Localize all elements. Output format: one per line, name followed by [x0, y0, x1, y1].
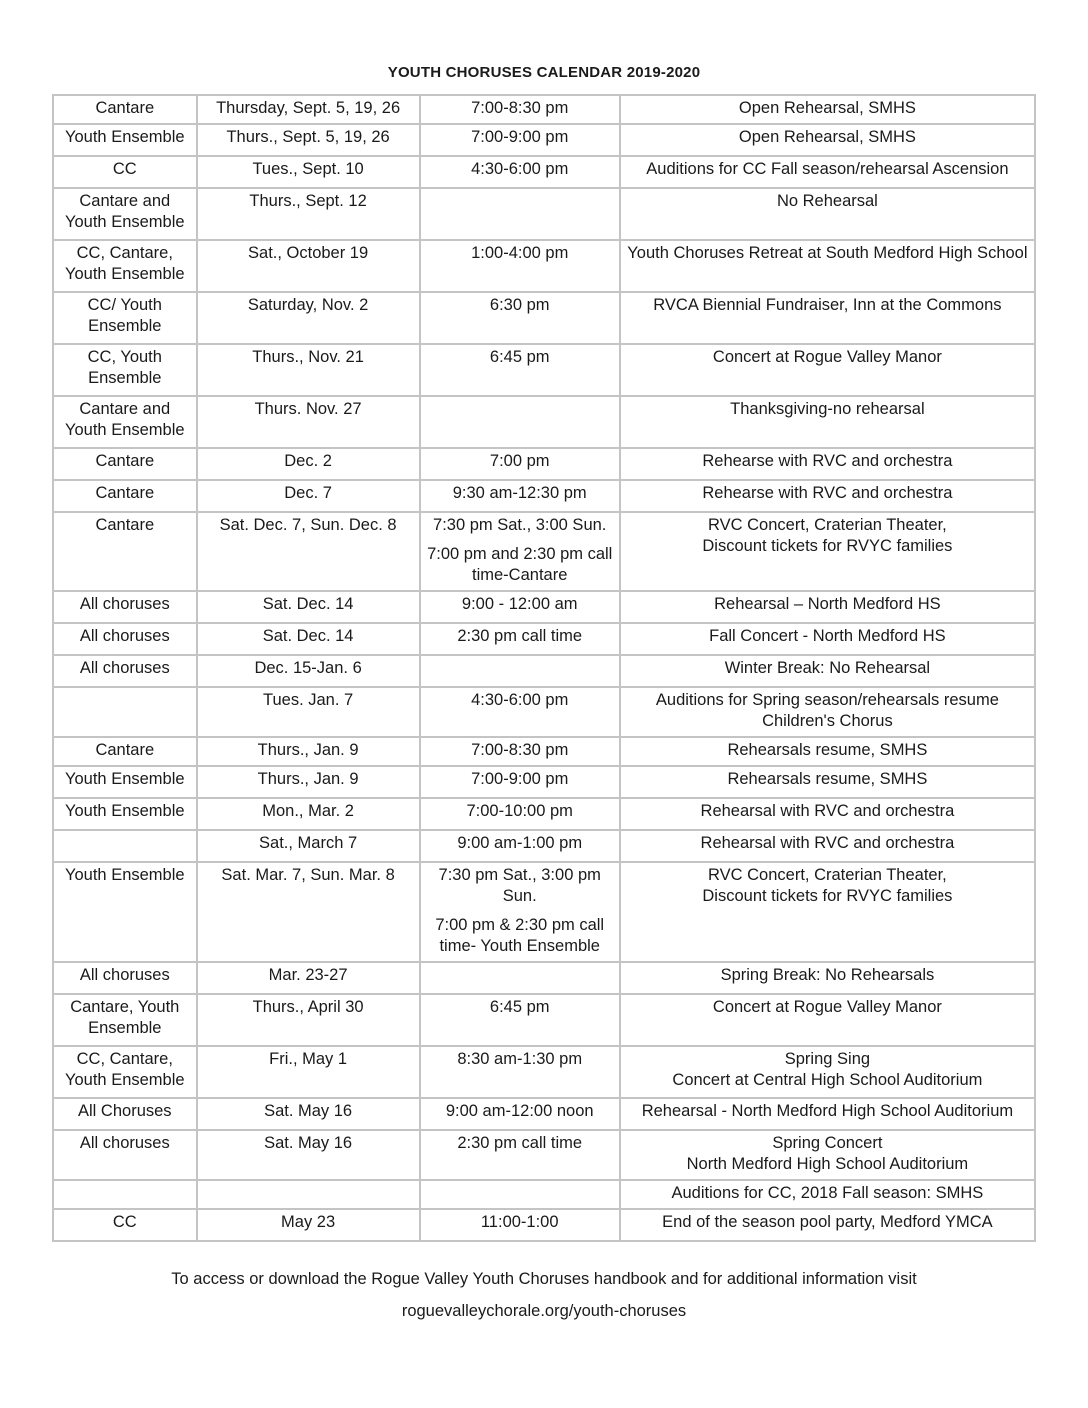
date-cell-text: Tues., Sept. 10	[252, 160, 364, 178]
time-cell	[421, 96, 621, 125]
date-cell	[198, 481, 421, 513]
time-cell	[421, 397, 621, 449]
group-cell-text: Youth Ensemble	[65, 128, 185, 146]
table-row	[54, 1131, 1036, 1181]
time-cell-text: 9:00 am-1:00 pm	[457, 834, 583, 852]
event-cell-line2: North Medford High School Auditorium	[686, 1155, 969, 1173]
date-cell	[198, 767, 421, 799]
table-row	[54, 656, 1036, 688]
date-cell	[198, 345, 421, 397]
group-cell	[54, 799, 198, 831]
time-cell-text: 7:00-9:00 pm	[471, 128, 569, 146]
group-cell	[54, 397, 198, 449]
time-cell-text: 7:00 pm	[489, 452, 550, 470]
time-cell-text: 1:00-4:00 pm	[471, 244, 569, 262]
event-cell	[621, 481, 1036, 513]
event-cell-text: Concert at Rogue Valley Manor	[712, 998, 942, 1016]
table-row	[54, 96, 1036, 125]
date-cell	[198, 189, 421, 241]
date-cell	[198, 293, 421, 345]
event-cell	[621, 831, 1036, 863]
event-cell	[621, 241, 1036, 293]
group-cell-text: CC, Youth Ensemble	[87, 348, 162, 387]
group-cell	[54, 293, 198, 345]
date-cell-text: Sat. Mar. 7, Sun. Mar. 8	[221, 866, 395, 884]
group-cell-text: Cantare and Youth Ensemble	[65, 192, 185, 231]
table-row	[54, 241, 1036, 293]
date-cell	[198, 1047, 421, 1099]
time-cell	[421, 241, 621, 293]
event-cell-text: Youth Choruses Retreat at South Medford High School	[627, 244, 1028, 262]
event-cell	[621, 963, 1036, 995]
date-cell	[198, 688, 421, 738]
date-cell-text: Thurs., Sept. 12	[249, 192, 367, 210]
calendar-table	[52, 94, 1036, 1242]
event-cell-text: Rehearsal with RVC and orchestra	[700, 802, 955, 820]
time-cell	[421, 767, 621, 799]
group-cell	[54, 688, 198, 738]
time-cell	[421, 1047, 621, 1099]
date-cell	[198, 624, 421, 656]
event-cell-text: Auditions for CC, 2018 Fall season: SMHS	[671, 1184, 984, 1202]
group-cell-text: Cantare	[95, 99, 155, 117]
group-cell-text: CC, Cantare, Youth Ensemble	[65, 1050, 185, 1089]
date-cell-text: Thurs., Jan. 9	[257, 770, 359, 788]
group-cell	[54, 624, 198, 656]
date-cell-text: Thursday, Sept. 5, 19, 26	[216, 99, 401, 117]
time-cell	[421, 345, 621, 397]
group-cell	[54, 1131, 198, 1181]
time-cell	[421, 738, 621, 767]
group-cell	[54, 157, 198, 189]
date-cell-text: Thurs., April 30	[252, 998, 364, 1016]
time-cell	[421, 1099, 621, 1131]
event-cell-text: Open Rehearsal, SMHS	[738, 128, 916, 146]
event-cell-text: Spring Sing	[784, 1050, 871, 1068]
time-cell-text: 8:30 am-1:30 pm	[457, 1050, 583, 1068]
group-cell	[54, 481, 198, 513]
time-cell-text: 9:00 am-12:00 noon	[445, 1102, 594, 1120]
group-cell-text: CC	[112, 1213, 137, 1231]
event-cell	[621, 863, 1036, 963]
event-cell-text: Rehearsal – North Medford HS	[714, 595, 941, 613]
date-cell-text: Mon., Mar. 2	[262, 802, 354, 820]
date-cell-text: Sat. Dec. 14	[262, 595, 354, 613]
date-cell-text: Thurs., Jan. 9	[257, 741, 359, 759]
group-cell-text: Cantare	[95, 484, 155, 502]
group-cell	[54, 995, 198, 1047]
time-cell-text: 7:00-8:30 pm	[471, 99, 569, 117]
group-cell-text: All choruses	[79, 627, 170, 645]
date-cell	[198, 738, 421, 767]
time-cell-text: 6:45 pm	[489, 998, 550, 1016]
event-cell	[621, 157, 1036, 189]
time-cell-text: 4:30-6:00 pm	[471, 160, 569, 178]
time-cell-text: 2:30 pm call time	[457, 627, 583, 645]
time-cell-text: 11:00-1:00	[480, 1213, 559, 1231]
event-cell-text: Rehearsal with RVC and orchestra	[700, 834, 955, 852]
time-cell	[421, 157, 621, 189]
footer-text: To access or download the Rogue Valley Youth Choruses handbook and for additional information visit	[171, 1270, 917, 1288]
event-cell-text: RVC Concert, Craterian Theater,	[708, 516, 947, 534]
event-cell	[621, 624, 1036, 656]
time-cell	[421, 1210, 621, 1242]
page-title: YOUTH CHORUSES CALENDAR 2019-2020	[387, 64, 701, 81]
event-cell	[621, 799, 1036, 831]
event-cell	[621, 125, 1036, 157]
group-cell-text: Cantare	[95, 452, 155, 470]
date-cell	[198, 1210, 421, 1242]
date-cell	[198, 449, 421, 481]
table-row	[54, 397, 1036, 449]
event-cell-text: Rehearse with RVC and orchestra	[702, 452, 953, 470]
date-cell-text: Thurs. Nov. 27	[254, 400, 362, 418]
group-cell	[54, 1210, 198, 1242]
time-cell	[421, 799, 621, 831]
table-row	[54, 1181, 1036, 1210]
event-cell-text: RVC Concert, Craterian Theater,	[708, 866, 947, 884]
date-cell	[198, 241, 421, 293]
group-cell	[54, 449, 198, 481]
event-cell	[621, 449, 1036, 481]
event-cell-line2: Discount tickets for RVYC families	[702, 887, 953, 905]
group-cell	[54, 513, 198, 592]
event-cell-text: RVCA Biennial Fundraiser, Inn at the Commons	[653, 296, 1002, 314]
table-row	[54, 995, 1036, 1047]
date-cell-text: Saturday, Nov. 2	[247, 296, 369, 314]
date-cell-text: Sat. Dec. 7, Sun. Dec. 8	[219, 516, 397, 534]
group-cell	[54, 1181, 198, 1210]
group-cell-text: Cantare, Youth Ensemble	[70, 998, 180, 1037]
event-cell-text: Open Rehearsal, SMHS	[738, 99, 916, 117]
event-cell	[621, 293, 1036, 345]
date-cell	[198, 397, 421, 449]
date-cell-text: Dec. 15-Jan. 6	[254, 659, 362, 677]
time-cell	[421, 293, 621, 345]
event-cell	[621, 1099, 1036, 1131]
time-cell	[421, 963, 621, 995]
event-cell-text: Thanksgiving-no rehearsal	[730, 400, 925, 418]
event-cell-text: End of the season pool party, Medford YMCA	[662, 1213, 993, 1231]
time-cell-text: 9:30 am-12:30 pm	[452, 484, 587, 502]
time-cell-text: 2:30 pm call time	[457, 1134, 583, 1152]
date-cell-text: Dec. 2	[284, 452, 332, 470]
table-row	[54, 157, 1036, 189]
table-row	[54, 293, 1036, 345]
table-row	[54, 688, 1036, 738]
time-cell-text: 9:00 - 12:00 am	[461, 595, 578, 613]
date-cell-text: Mar. 23-27	[268, 966, 348, 984]
event-cell	[621, 738, 1036, 767]
date-cell-text: Sat., October 19	[248, 244, 369, 262]
group-cell-text: All choruses	[79, 659, 170, 677]
event-cell-text: Rehearsal - North Medford High School Auditorium	[641, 1102, 1014, 1120]
table-row	[54, 831, 1036, 863]
event-cell-line2: Children's Chorus	[762, 712, 893, 730]
date-cell	[198, 799, 421, 831]
date-cell-text: Dec. 7	[284, 484, 332, 502]
date-cell	[198, 863, 421, 963]
group-cell-text: Youth Ensemble	[65, 770, 185, 788]
time-cell-note: 7:00 pm & 2:30 pm call time- Youth Ensemble	[435, 916, 605, 955]
event-cell	[621, 189, 1036, 241]
time-cell	[421, 831, 621, 863]
date-cell	[198, 995, 421, 1047]
group-cell	[54, 189, 198, 241]
group-cell	[54, 592, 198, 624]
date-cell-text: May 23	[281, 1213, 336, 1231]
event-cell-text: Rehearsals resume, SMHS	[727, 741, 928, 759]
date-cell	[198, 125, 421, 157]
date-cell-text: Sat. Dec. 14	[262, 627, 354, 645]
time-cell	[421, 481, 621, 513]
time-cell	[421, 1181, 621, 1210]
time-cell-text: 7:30 pm Sat., 3:00 Sun.	[433, 516, 607, 534]
event-cell-text: No Rehearsal	[776, 192, 878, 210]
event-cell-text: Auditions for CC Fall season/rehearsal Ascension	[646, 160, 1009, 178]
date-cell	[198, 1099, 421, 1131]
date-cell-text: Sat., March 7	[259, 834, 358, 852]
event-cell	[621, 656, 1036, 688]
event-cell-text: Spring Concert	[772, 1134, 883, 1152]
date-cell	[198, 157, 421, 189]
event-cell-text: Winter Break: No Rehearsal	[724, 659, 931, 677]
table-row	[54, 863, 1036, 963]
event-cell	[621, 767, 1036, 799]
event-cell	[621, 995, 1036, 1047]
time-cell	[421, 1131, 621, 1181]
table-row	[54, 799, 1036, 831]
time-cell-text: 7:00-8:30 pm	[471, 741, 569, 759]
event-cell-text: Spring Break: No Rehearsals	[720, 966, 935, 984]
group-cell	[54, 1099, 198, 1131]
date-cell-text: Thurs., Sept. 5, 19, 26	[226, 128, 390, 146]
event-cell	[621, 1131, 1036, 1181]
event-cell	[621, 1047, 1036, 1099]
date-cell	[198, 963, 421, 995]
time-cell	[421, 125, 621, 157]
event-cell	[621, 513, 1036, 592]
time-cell-text: 6:30 pm	[489, 296, 550, 314]
event-cell-text: Rehearsals resume, SMHS	[727, 770, 928, 788]
time-cell	[421, 688, 621, 738]
date-cell-text: Sat. May 16	[264, 1102, 353, 1120]
group-cell	[54, 345, 198, 397]
date-cell-text: Fri., May 1	[269, 1050, 348, 1068]
table-row	[54, 189, 1036, 241]
time-cell	[421, 656, 621, 688]
table-row	[54, 1210, 1036, 1242]
date-cell	[198, 831, 421, 863]
event-cell	[621, 397, 1036, 449]
event-cell-text: Auditions for Spring season/rehearsals resume	[655, 691, 999, 709]
group-cell	[54, 656, 198, 688]
table-row	[54, 767, 1036, 799]
table-row	[54, 963, 1036, 995]
event-cell-line2: Concert at Central High School Auditorium	[672, 1071, 983, 1089]
group-cell	[54, 96, 198, 125]
table-row	[54, 1047, 1036, 1099]
time-cell	[421, 624, 621, 656]
event-cell	[621, 96, 1036, 125]
event-cell-text: Fall Concert - North Medford HS	[709, 627, 946, 645]
date-cell	[198, 1181, 421, 1210]
group-cell	[54, 738, 198, 767]
event-cell-text: Concert at Rogue Valley Manor	[712, 348, 942, 366]
time-cell-text: 6:45 pm	[489, 348, 550, 366]
event-cell	[621, 1181, 1036, 1210]
time-cell	[421, 513, 621, 592]
date-cell-text: Sat. May 16	[264, 1134, 353, 1152]
date-cell	[198, 513, 421, 592]
date-cell	[198, 656, 421, 688]
group-cell	[54, 241, 198, 293]
date-cell	[198, 96, 421, 125]
event-cell	[621, 688, 1036, 738]
event-cell	[621, 592, 1036, 624]
group-cell-text: Cantare	[95, 741, 155, 759]
date-cell	[198, 1131, 421, 1181]
group-cell	[54, 125, 198, 157]
group-cell	[54, 863, 198, 963]
time-cell-text: 4:30-6:00 pm	[471, 691, 569, 709]
group-cell	[54, 1047, 198, 1099]
event-cell	[621, 345, 1036, 397]
date-cell-text: Tues. Jan. 7	[263, 691, 354, 709]
event-cell-text: Rehearse with RVC and orchestra	[702, 484, 953, 502]
time-cell	[421, 863, 621, 963]
group-cell	[54, 831, 198, 863]
group-cell-text: CC	[112, 160, 137, 178]
table-row	[54, 513, 1036, 592]
table-row	[54, 481, 1036, 513]
event-cell	[621, 1210, 1036, 1242]
group-cell-text: All Choruses	[78, 1102, 172, 1120]
date-cell	[198, 592, 421, 624]
time-cell-note: 7:00 pm and 2:30 pm call time-Cantare	[427, 545, 613, 584]
group-cell-text: Youth Ensemble	[65, 802, 185, 820]
table-row	[54, 624, 1036, 656]
event-cell-line2: Discount tickets for RVYC families	[702, 537, 953, 555]
time-cell-text: 7:30 pm Sat., 3:00 pm Sun.	[438, 866, 601, 905]
time-cell-text: 7:00-10:00 pm	[466, 802, 573, 820]
group-cell-text: All choruses	[79, 966, 170, 984]
time-cell	[421, 995, 621, 1047]
table-row	[54, 449, 1036, 481]
group-cell-text: Cantare	[95, 516, 155, 534]
group-cell-text: CC, Cantare, Youth Ensemble	[65, 244, 185, 283]
group-cell	[54, 767, 198, 799]
table-row	[54, 738, 1036, 767]
group-cell-text: All choruses	[79, 1134, 170, 1152]
group-cell-text: Youth Ensemble	[65, 866, 185, 884]
table-row	[54, 592, 1036, 624]
group-cell-text: CC/ Youth Ensemble	[87, 296, 162, 335]
table-row	[54, 125, 1036, 157]
date-cell-text: Thurs., Nov. 21	[252, 348, 364, 366]
time-cell-text: 7:00-9:00 pm	[471, 770, 569, 788]
table-row	[54, 1099, 1036, 1131]
group-cell	[54, 963, 198, 995]
time-cell	[421, 189, 621, 241]
time-cell	[421, 449, 621, 481]
table-row	[54, 345, 1036, 397]
time-cell	[421, 592, 621, 624]
footer-link[interactable]: roguevalleychorale.org/youth-choruses	[401, 1302, 687, 1320]
group-cell-text: All choruses	[79, 595, 170, 613]
group-cell-text: Cantare and Youth Ensemble	[65, 400, 185, 439]
